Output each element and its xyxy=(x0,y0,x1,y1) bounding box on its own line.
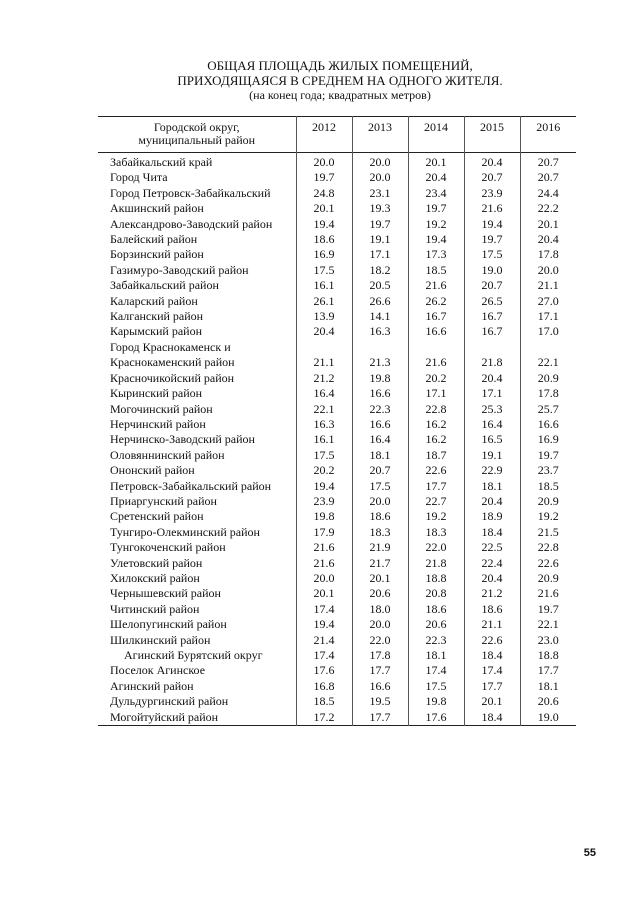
region-name-cell: Сретенский район xyxy=(110,509,204,524)
value-cell-2013: 16.3 xyxy=(352,324,408,339)
value-cell-2013: 22.0 xyxy=(352,633,408,648)
value-cell-2015: 19.0 xyxy=(464,263,520,278)
table-row xyxy=(98,494,576,509)
value-cell-2013: 16.6 xyxy=(352,386,408,401)
region-name-cell: Нерчинско-Заводский район xyxy=(110,432,255,447)
value-cell-2015: 21.1 xyxy=(464,617,520,632)
region-name-cell: Могойтуйский район xyxy=(110,709,219,724)
region-name-cell: Хилокский район xyxy=(110,570,200,585)
value-cell-2015: 18.1 xyxy=(464,479,520,494)
region-name-cell: Кыринский район xyxy=(110,386,203,401)
value-cell-2015: 20.4 xyxy=(464,371,520,386)
header-year-2012: 2012 xyxy=(296,117,352,153)
value-cell-2014: 18.5 xyxy=(408,263,464,278)
value-cell-2014 xyxy=(408,340,464,355)
value-cell-2015: 18.4 xyxy=(464,525,520,540)
value-cell-2012: 13.9 xyxy=(296,309,352,324)
value-cell-2013 xyxy=(352,340,408,355)
value-cell-2014: 17.1 xyxy=(408,386,464,401)
value-cell-2013: 20.5 xyxy=(352,278,408,293)
value-cell-2012: 16.9 xyxy=(296,247,352,262)
value-cell-2016: 18.5 xyxy=(520,479,576,494)
region-name-cell: Газимуро-Заводский район xyxy=(110,262,249,277)
table-row xyxy=(98,602,576,617)
value-cell-2013: 18.3 xyxy=(352,525,408,540)
region-name-cell: Карымский район xyxy=(110,324,202,339)
table-row xyxy=(98,263,576,278)
value-cell-2015: 16.4 xyxy=(464,417,520,432)
value-cell-2014: 19.4 xyxy=(408,232,464,247)
table-row xyxy=(98,417,576,432)
value-cell-2012: 20.1 xyxy=(296,586,352,601)
table-row xyxy=(98,633,576,648)
region-name-cell: Ононский район xyxy=(110,463,195,478)
value-cell-2013: 17.5 xyxy=(352,479,408,494)
value-cell-2014: 17.5 xyxy=(408,679,464,694)
value-cell-2016: 21.6 xyxy=(520,586,576,601)
table-row xyxy=(98,448,576,463)
value-cell-2014: 22.6 xyxy=(408,463,464,478)
value-cell-2013: 16.4 xyxy=(352,432,408,447)
value-cell-2012: 20.2 xyxy=(296,463,352,478)
value-cell-2016: 27.0 xyxy=(520,294,576,309)
value-cell-2012: 16.8 xyxy=(296,679,352,694)
header-region xyxy=(98,117,296,153)
value-cell-2012: 16.3 xyxy=(296,417,352,432)
value-cell-2016: 20.9 xyxy=(520,494,576,509)
value-cell-2015: 19.1 xyxy=(464,448,520,463)
value-cell-2014: 16.2 xyxy=(408,417,464,432)
table-row xyxy=(98,217,576,232)
value-cell-2012: 19.4 xyxy=(296,217,352,232)
value-cell-2013: 18.0 xyxy=(352,602,408,617)
table-row xyxy=(98,355,576,370)
value-cell-2014: 18.1 xyxy=(408,648,464,663)
value-cell-2013: 21.3 xyxy=(352,355,408,370)
value-cell-2013: 20.6 xyxy=(352,586,408,601)
header-region-line-1: Городской округ, xyxy=(153,120,240,134)
value-cell-2014: 21.8 xyxy=(408,556,464,571)
value-cell-2012: 17.4 xyxy=(296,602,352,617)
value-cell-2016: 20.4 xyxy=(520,232,576,247)
table-row xyxy=(98,340,576,355)
value-cell-2016: 20.1 xyxy=(520,217,576,232)
value-cell-2012: 23.9 xyxy=(296,494,352,509)
value-cell-2013: 20.7 xyxy=(352,463,408,478)
value-cell-2013: 20.0 xyxy=(352,617,408,632)
value-cell-2016: 25.7 xyxy=(520,402,576,417)
value-cell-2013: 20.0 xyxy=(352,494,408,509)
value-cell-2013: 17.8 xyxy=(352,648,408,663)
value-cell-2012: 17.6 xyxy=(296,663,352,678)
region-name-cell: Акшинский район xyxy=(110,201,204,216)
region-name-cell: Шелопугинский район xyxy=(110,617,227,632)
value-cell-2012: 21.4 xyxy=(296,633,352,648)
value-cell-2014: 17.6 xyxy=(408,710,464,726)
region-name-cell: Нерчинский район xyxy=(110,416,206,431)
region-name-cell: Каларский район xyxy=(110,293,198,308)
value-cell-2016: 23.0 xyxy=(520,633,576,648)
value-cell-2015: 21.6 xyxy=(464,201,520,216)
region-name-cell: Приаргунский район xyxy=(110,493,217,508)
region-name-cell: Поселок Агинское xyxy=(110,663,206,678)
value-cell-2014: 18.6 xyxy=(408,602,464,617)
value-cell-2013: 19.3 xyxy=(352,201,408,216)
value-cell-2012: 18.6 xyxy=(296,232,352,247)
page-number: 55 xyxy=(583,847,596,859)
value-cell-2012: 21.1 xyxy=(296,355,352,370)
table-row xyxy=(98,694,576,709)
value-cell-2013: 14.1 xyxy=(352,309,408,324)
region-name-cell: Дульдургинский район xyxy=(110,694,229,709)
value-cell-2015: 18.9 xyxy=(464,509,520,524)
value-cell-2012: 21.2 xyxy=(296,371,352,386)
value-cell-2012: 20.4 xyxy=(296,324,352,339)
value-cell-2014: 26.2 xyxy=(408,294,464,309)
region-name-cell: Улетовский район xyxy=(110,555,203,570)
value-cell-2016: 20.7 xyxy=(520,170,576,185)
value-cell-2012: 20.1 xyxy=(296,201,352,216)
value-cell-2014: 16.2 xyxy=(408,432,464,447)
value-cell-2015: 18.4 xyxy=(464,710,520,726)
value-cell-2016: 22.2 xyxy=(520,201,576,216)
value-cell-2014: 21.6 xyxy=(408,278,464,293)
title-line-2: ПРИХОДЯЩАЯСЯ В СРЕДНЕМ НА ОДНОГО ЖИТЕЛЯ. xyxy=(177,73,503,88)
region-name-cell: Красночикойский район xyxy=(110,370,235,385)
value-cell-2016: 17.1 xyxy=(520,309,576,324)
value-cell-2014: 22.3 xyxy=(408,633,464,648)
table-row xyxy=(98,525,576,540)
value-cell-2016: 20.6 xyxy=(520,694,576,709)
value-cell-2013: 17.1 xyxy=(352,247,408,262)
value-cell-2015: 18.6 xyxy=(464,602,520,617)
table-row xyxy=(98,324,576,339)
value-cell-2016: 24.4 xyxy=(520,186,576,201)
value-cell-2016: 19.7 xyxy=(520,602,576,617)
value-cell-2015: 16.7 xyxy=(464,309,520,324)
value-cell-2013: 18.6 xyxy=(352,509,408,524)
value-cell-2013: 18.1 xyxy=(352,448,408,463)
table-row xyxy=(98,386,576,401)
table-row xyxy=(98,201,576,216)
value-cell-2016: 20.7 xyxy=(520,153,576,171)
table-row xyxy=(98,710,576,726)
value-cell-2014: 18.3 xyxy=(408,525,464,540)
value-cell-2016: 22.8 xyxy=(520,540,576,555)
value-cell-2016: 20.9 xyxy=(520,371,576,386)
table-row xyxy=(98,571,576,586)
table-row xyxy=(98,679,576,694)
value-cell-2015: 22.5 xyxy=(464,540,520,555)
table-body xyxy=(98,153,576,726)
value-cell-2012: 19.4 xyxy=(296,479,352,494)
value-cell-2015: 16.5 xyxy=(464,432,520,447)
table-row xyxy=(98,648,576,663)
region-name-cell: Забайкальский район xyxy=(110,278,219,293)
value-cell-2013: 19.1 xyxy=(352,232,408,247)
value-cell-2014: 20.8 xyxy=(408,586,464,601)
value-cell-2013: 16.6 xyxy=(352,417,408,432)
value-cell-2013: 19.8 xyxy=(352,371,408,386)
value-cell-2014: 21.6 xyxy=(408,355,464,370)
value-cell-2012: 26.1 xyxy=(296,294,352,309)
value-cell-2014: 18.7 xyxy=(408,448,464,463)
region-name-cell: Город Краснокаменск и xyxy=(110,339,231,354)
table-row xyxy=(98,586,576,601)
value-cell-2015: 17.7 xyxy=(464,679,520,694)
value-cell-2016 xyxy=(520,340,576,355)
table-row xyxy=(98,309,576,324)
region-name-cell: Город Петровск-Забайкальский xyxy=(110,185,271,200)
value-cell-2016: 22.1 xyxy=(520,617,576,632)
value-cell-2016: 17.8 xyxy=(520,386,576,401)
value-cell-2016: 23.7 xyxy=(520,463,576,478)
value-cell-2012: 22.1 xyxy=(296,402,352,417)
header-year-2015: 2015 xyxy=(464,117,520,153)
value-cell-2013: 26.6 xyxy=(352,294,408,309)
table-row xyxy=(98,617,576,632)
value-cell-2012: 19.8 xyxy=(296,509,352,524)
value-cell-2016: 22.1 xyxy=(520,355,576,370)
table-row xyxy=(98,278,576,293)
value-cell-2015 xyxy=(464,340,520,355)
table-row xyxy=(98,232,576,247)
value-cell-2015: 19.4 xyxy=(464,217,520,232)
value-cell-2015: 23.9 xyxy=(464,186,520,201)
value-cell-2014: 22.0 xyxy=(408,540,464,555)
region-name-cell: Чернышевский район xyxy=(110,586,221,601)
value-cell-2014: 16.7 xyxy=(408,309,464,324)
value-cell-2012: 17.5 xyxy=(296,448,352,463)
table-row xyxy=(98,463,576,478)
value-cell-2016: 16.9 xyxy=(520,432,576,447)
value-cell-2015: 20.7 xyxy=(464,278,520,293)
value-cell-2013: 17.7 xyxy=(352,710,408,726)
value-cell-2014: 17.3 xyxy=(408,247,464,262)
region-name-cell: Краснокаменский район xyxy=(110,355,235,370)
value-cell-2016: 19.0 xyxy=(520,710,576,726)
value-cell-2015: 22.9 xyxy=(464,463,520,478)
value-cell-2014: 19.8 xyxy=(408,694,464,709)
value-cell-2014: 22.7 xyxy=(408,494,464,509)
value-cell-2015: 21.8 xyxy=(464,355,520,370)
value-cell-2012: 17.5 xyxy=(296,263,352,278)
value-cell-2015: 22.4 xyxy=(464,556,520,571)
value-cell-2015: 17.5 xyxy=(464,247,520,262)
table-row xyxy=(98,153,576,171)
value-cell-2013: 16.6 xyxy=(352,679,408,694)
value-cell-2014: 20.4 xyxy=(408,170,464,185)
value-cell-2013: 20.0 xyxy=(352,170,408,185)
title-line-1: ОБЩАЯ ПЛОЩАДЬ ЖИЛЫХ ПОМЕЩЕНИЙ, xyxy=(207,58,473,73)
region-name-cell: Могочинский район xyxy=(110,401,213,416)
value-cell-2013: 21.7 xyxy=(352,556,408,571)
value-cell-2013: 21.9 xyxy=(352,540,408,555)
value-cell-2015: 20.4 xyxy=(464,571,520,586)
value-cell-2014: 17.4 xyxy=(408,663,464,678)
table-row xyxy=(98,509,576,524)
value-cell-2016: 18.1 xyxy=(520,679,576,694)
header-year-2016: 2016 xyxy=(520,117,576,153)
value-cell-2014: 22.8 xyxy=(408,402,464,417)
value-cell-2012: 16.1 xyxy=(296,432,352,447)
value-cell-2012: 17.9 xyxy=(296,525,352,540)
header-year-2013: 2013 xyxy=(352,117,408,153)
region-name-cell: Александрово-Заводский район xyxy=(110,216,273,231)
region-name-cell: Агинский район xyxy=(110,678,194,693)
header-year-2014: 2014 xyxy=(408,117,464,153)
region-name-cell: Тунгокоченский район xyxy=(110,540,226,555)
value-cell-2014: 18.8 xyxy=(408,571,464,586)
value-cell-2015: 20.4 xyxy=(464,494,520,509)
table-row xyxy=(98,170,576,185)
value-cell-2012: 16.1 xyxy=(296,278,352,293)
value-cell-2012: 20.0 xyxy=(296,153,352,171)
value-cell-2014: 17.7 xyxy=(408,479,464,494)
value-cell-2016: 18.8 xyxy=(520,648,576,663)
region-name-cell: Тунгиро-Олекминский район xyxy=(110,524,260,539)
value-cell-2013: 17.7 xyxy=(352,663,408,678)
value-cell-2012: 21.6 xyxy=(296,556,352,571)
value-cell-2012: 19.7 xyxy=(296,170,352,185)
value-cell-2013: 20.0 xyxy=(352,153,408,171)
value-cell-2016: 21.1 xyxy=(520,278,576,293)
value-cell-2012: 24.8 xyxy=(296,186,352,201)
value-cell-2016: 21.5 xyxy=(520,525,576,540)
region-name-cell: Борзинский район xyxy=(110,247,204,262)
value-cell-2014: 20.6 xyxy=(408,617,464,632)
value-cell-2016: 17.0 xyxy=(520,324,576,339)
table-row xyxy=(98,556,576,571)
value-cell-2016: 20.9 xyxy=(520,571,576,586)
value-cell-2016: 17.7 xyxy=(520,663,576,678)
table-row xyxy=(98,371,576,386)
value-cell-2015: 21.2 xyxy=(464,586,520,601)
value-cell-2015: 17.1 xyxy=(464,386,520,401)
table-row xyxy=(98,663,576,678)
table-row xyxy=(98,186,576,201)
region-name-cell: Забайкальский край xyxy=(110,155,213,169)
table-row xyxy=(98,247,576,262)
region-name-cell: Калганский район xyxy=(110,309,204,324)
value-cell-2016: 17.8 xyxy=(520,247,576,262)
value-cell-2013: 22.3 xyxy=(352,402,408,417)
table-row xyxy=(98,432,576,447)
value-cell-2013: 18.2 xyxy=(352,263,408,278)
region-name-cell: Читинский район xyxy=(110,601,200,616)
value-cell-2016: 16.6 xyxy=(520,417,576,432)
value-cell-2013: 23.1 xyxy=(352,186,408,201)
table-row xyxy=(98,479,576,494)
value-cell-2015: 20.1 xyxy=(464,694,520,709)
region-name-cell: Петровск-Забайкальский район xyxy=(110,478,272,493)
value-cell-2012: 20.0 xyxy=(296,571,352,586)
header-region-line-2: муниципальный район xyxy=(138,133,256,147)
value-cell-2015: 17.4 xyxy=(464,663,520,678)
value-cell-2014: 19.7 xyxy=(408,201,464,216)
value-cell-2015: 20.7 xyxy=(464,170,520,185)
table-title xyxy=(100,58,580,103)
title-subtitle: (на конец года; квадратных метров) xyxy=(249,88,431,102)
value-cell-2014: 19.2 xyxy=(408,509,464,524)
value-cell-2012: 17.4 xyxy=(296,648,352,663)
value-cell-2014: 16.6 xyxy=(408,324,464,339)
value-cell-2012: 18.5 xyxy=(296,694,352,709)
table-row xyxy=(98,402,576,417)
value-cell-2013: 19.7 xyxy=(352,217,408,232)
value-cell-2014: 19.2 xyxy=(408,217,464,232)
value-cell-2015: 19.7 xyxy=(464,232,520,247)
value-cell-2016: 22.6 xyxy=(520,556,576,571)
value-cell-2012: 19.4 xyxy=(296,617,352,632)
value-cell-2014: 20.2 xyxy=(408,371,464,386)
value-cell-2014: 23.4 xyxy=(408,186,464,201)
value-cell-2012 xyxy=(296,340,352,355)
table-row xyxy=(98,540,576,555)
value-cell-2012: 16.4 xyxy=(296,386,352,401)
housing-area-table xyxy=(98,116,576,726)
value-cell-2015: 22.6 xyxy=(464,633,520,648)
region-name-cell: Оловяннинский район xyxy=(110,447,225,462)
value-cell-2016: 19.2 xyxy=(520,509,576,524)
value-cell-2014: 20.1 xyxy=(408,153,464,171)
value-cell-2012: 17.2 xyxy=(296,710,352,726)
table-row xyxy=(98,294,576,309)
value-cell-2015: 26.5 xyxy=(464,294,520,309)
region-name-cell: Агинский Бурятский округ xyxy=(124,648,263,662)
value-cell-2015: 20.4 xyxy=(464,153,520,171)
region-name-cell: Город Чита xyxy=(110,170,168,185)
region-name-cell: Шилкинский район xyxy=(110,632,211,647)
value-cell-2015: 16.7 xyxy=(464,324,520,339)
value-cell-2016: 20.0 xyxy=(520,263,576,278)
value-cell-2013: 20.1 xyxy=(352,571,408,586)
value-cell-2015: 18.4 xyxy=(464,648,520,663)
value-cell-2013: 19.5 xyxy=(352,694,408,709)
value-cell-2012: 21.6 xyxy=(296,540,352,555)
value-cell-2016: 19.7 xyxy=(520,448,576,463)
table-header-row xyxy=(98,117,576,153)
value-cell-2015: 25.3 xyxy=(464,402,520,417)
region-name-cell: Балейский район xyxy=(110,232,198,247)
